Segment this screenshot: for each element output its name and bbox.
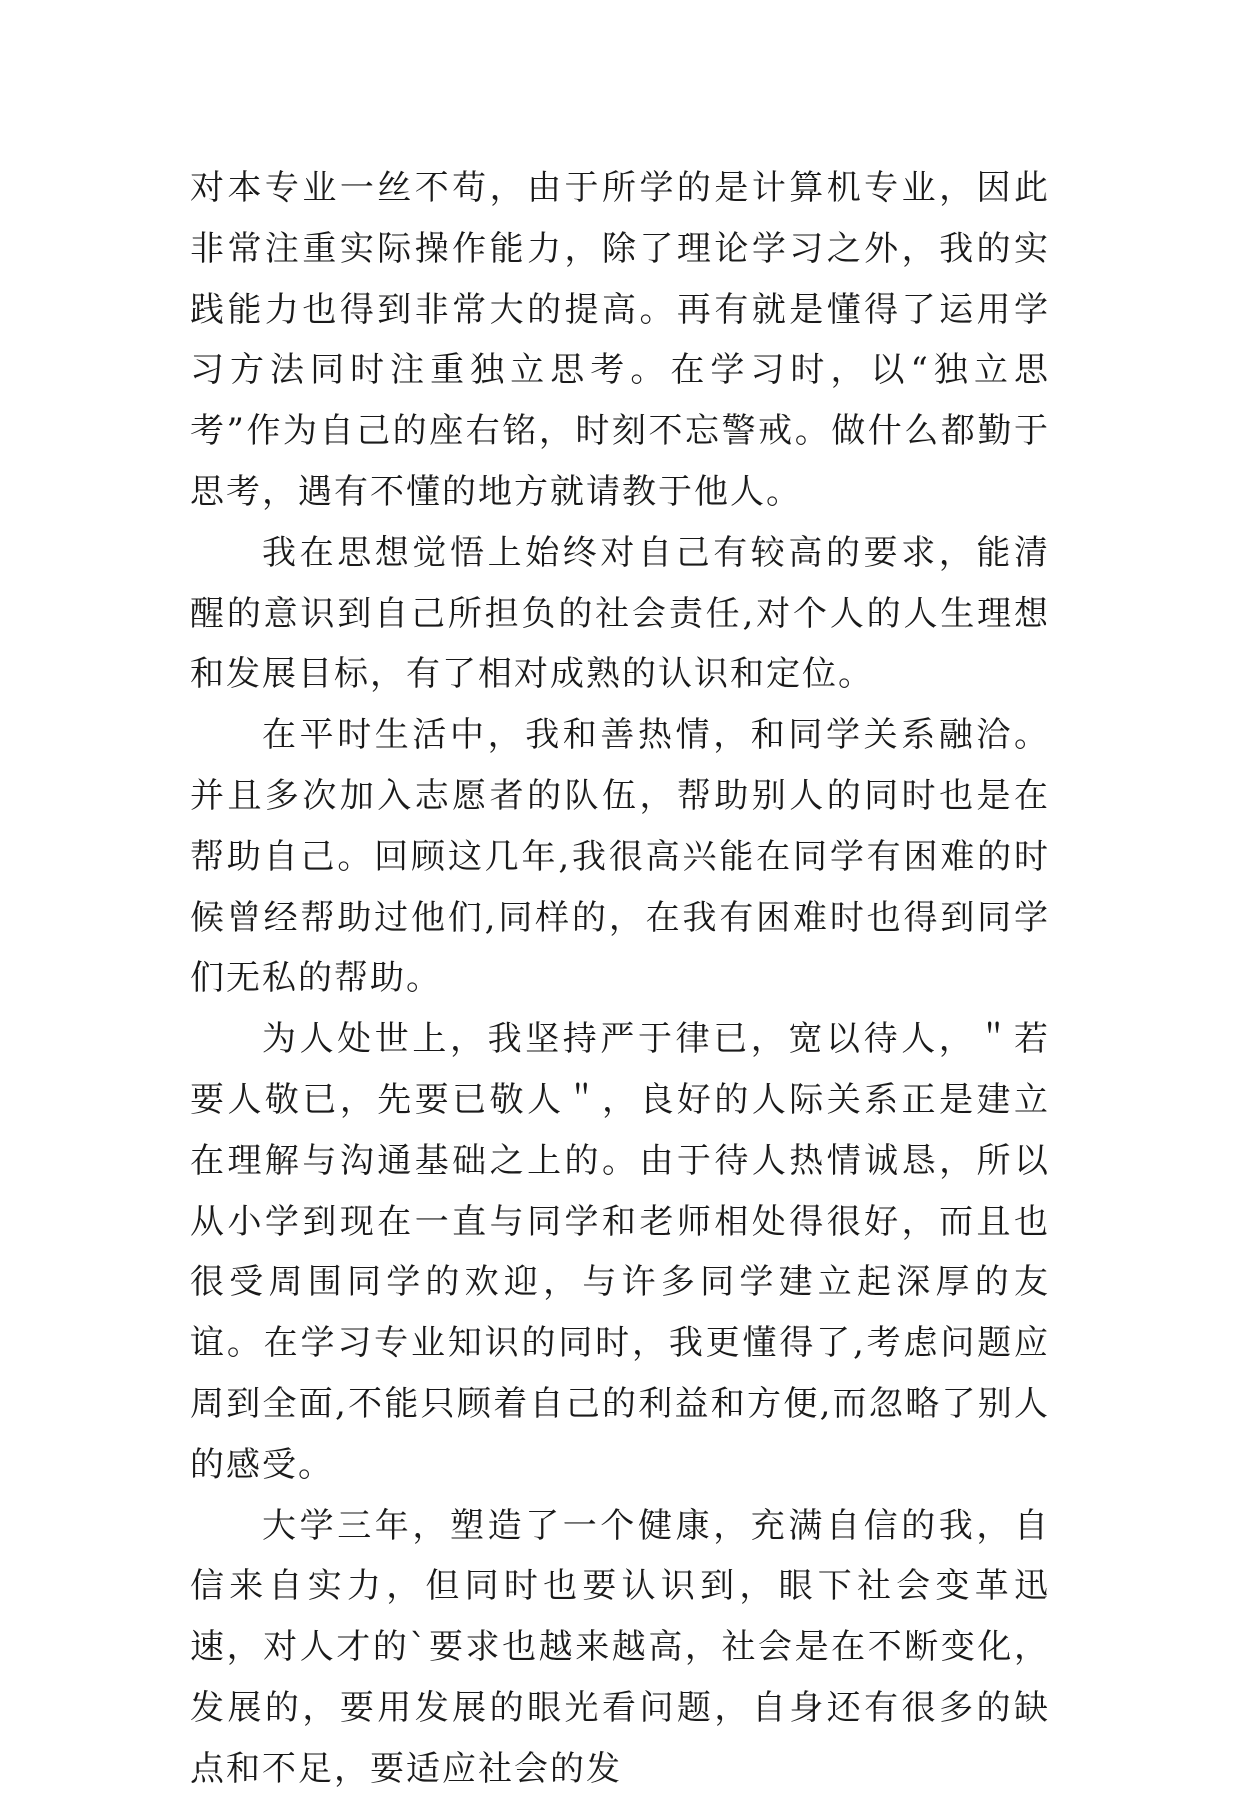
paragraph: 大学三年，塑造了一个健康，充满自信的我，自信来自实力，但同时也要认识到，眼下社会变革迅速，对人才的`要求也越来越高，社会是在不断变化，发展的，要用发展的眼光看问题，自身还有很多的缺点和不足，要适应社会的发 (190, 1505, 1050, 1789)
paragraph: 在平时生活中，我和善热情，和同学关系融洽。并且多次加入志愿者的队伍，帮助别人的同时也是在帮助自己。回顾这几年,我很高兴能在同学有困难的时候曾经帮助过他们,同样的，在我有困难时也得到同学们无私的帮助。 (190, 715, 1050, 999)
document-body (190, 158, 1050, 1800)
paragraph: 对本专业一丝不苟，由于所学的是计算机专业，因此非常注重实际操作能力，除了理论学习之外，我的实践能力也得到非常大的提高。再有就是懂得了运用学习方法同时注重独立思考。在学习时，以“独立思考”作为自己的座右铭，时刻不忘警戒。做什么都勤于思考，遇有不懂的地方就请教于他人。 (190, 168, 1050, 512)
paragraph: 我在思想觉悟上始终对自己有较高的要求，能清醒的意识到自己所担负的社会责任,对个人的人生理想和发展目标，有了相对成熟的认识和定位。 (190, 532, 1050, 695)
paragraph: 为人处世上，我坚持严于律已，宽以待人，＂若要人敬已，先要已敬人＂，良好的人际关系正是建立在理解与沟通基础之上的。由于待人热情诚恳，所以从小学到现在一直与同学和老师相处得很好，而且也很受周围同学的欢迎，与许多同学建立起深厚的友谊。在学习专业知识的同时，我更懂得了,考虑问题应周到全面,不能只顾着自己的利益和方便,而忽略了别人的感受。 (190, 1019, 1050, 1485)
